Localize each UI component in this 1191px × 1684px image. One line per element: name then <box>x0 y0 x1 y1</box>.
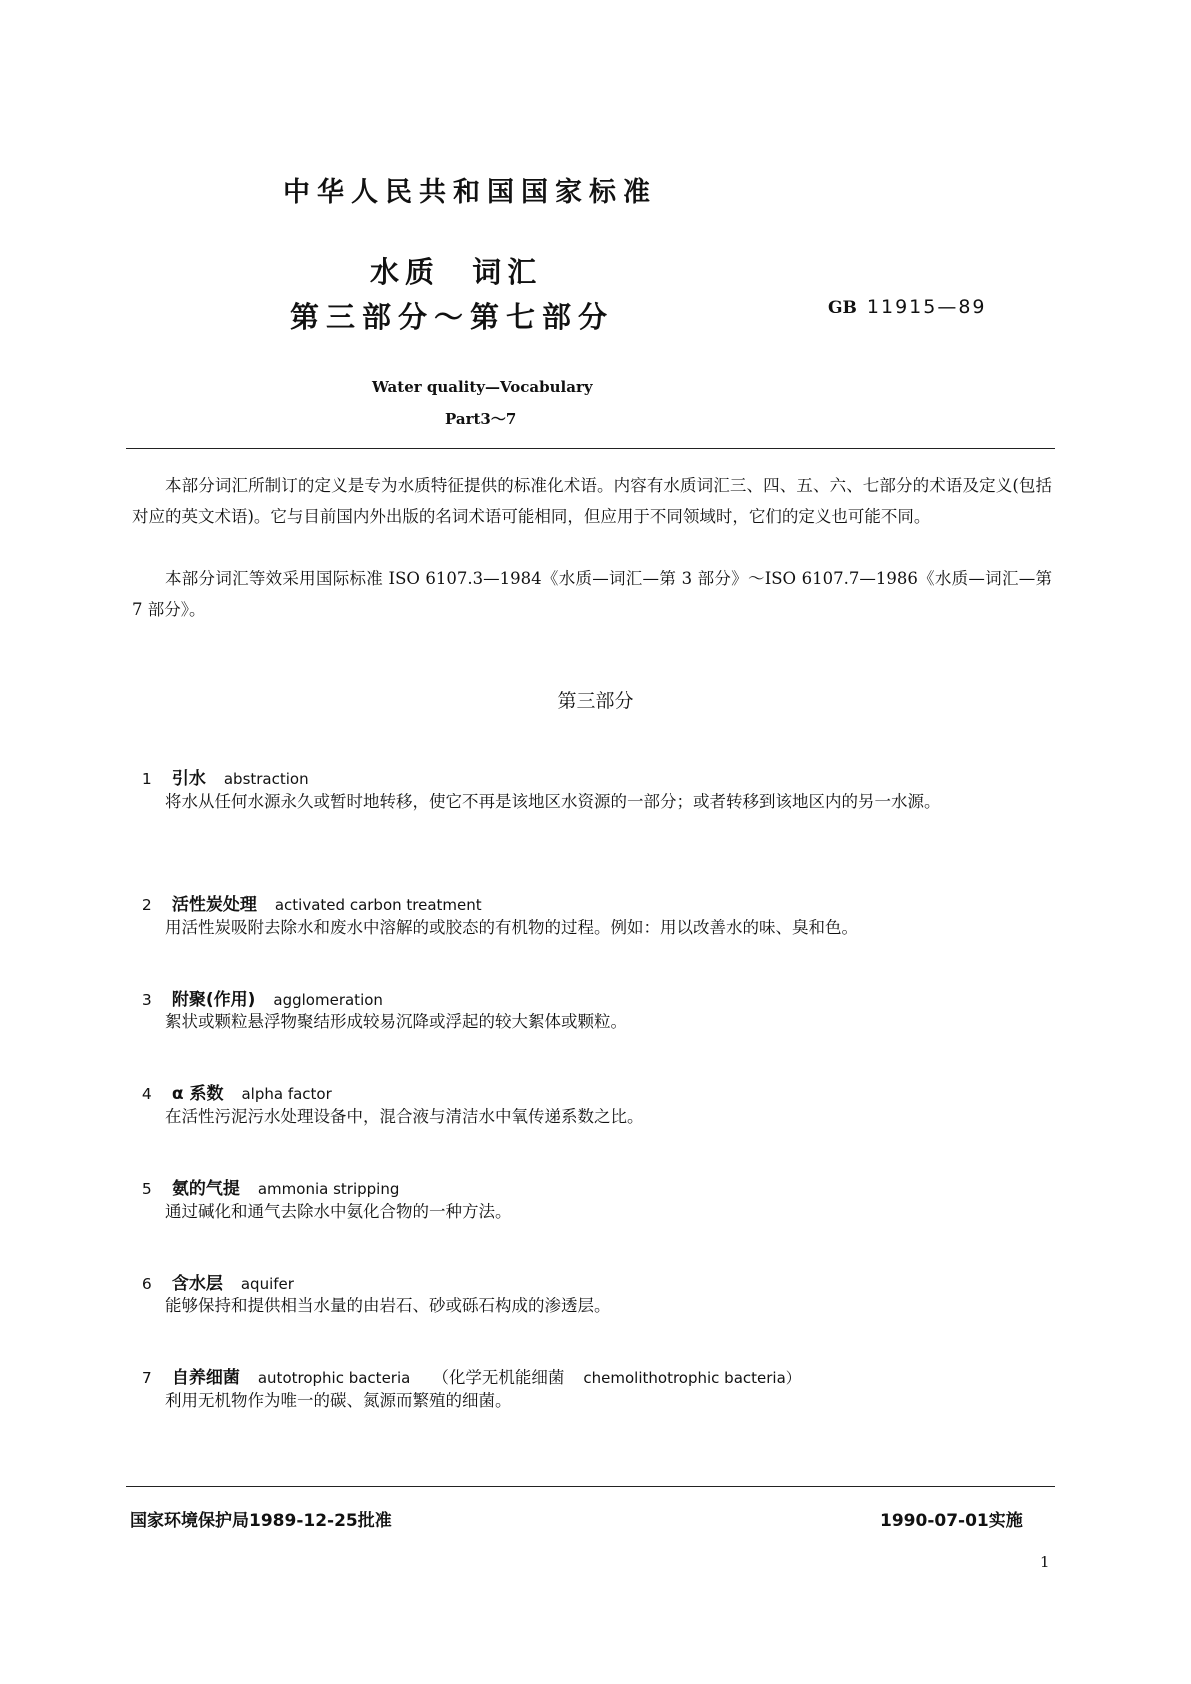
term-english: activated carbon treatment <box>274 896 482 914</box>
term-number: 4 <box>141 1085 152 1103</box>
term-definition: 通过碱化和通气去除水中氨化合物的一种方法。 <box>165 1202 512 1221</box>
term-definition: 将水从任何水源永久或暂时地转移，使它不再是该地区水资源的一部分；或者转移到该地区内的另一水源。 <box>165 792 941 811</box>
term-heading <box>132 1061 332 1104</box>
term-number: 1 <box>141 770 152 788</box>
term-chinese: 引水 <box>171 769 206 789</box>
english-title-line1: Water quality—Vocabulary <box>372 378 593 396</box>
standard-code <box>828 296 987 318</box>
term-chinese: 自养细菌 <box>171 1368 240 1388</box>
page-number: 1 <box>1040 1553 1050 1571</box>
term-chinese: 活性炭处理 <box>171 895 257 915</box>
term-number: 2 <box>141 896 152 914</box>
standard-number: 11915—89 <box>866 296 987 318</box>
term-number: 7 <box>141 1369 152 1387</box>
term-number: 5 <box>141 1180 152 1198</box>
intro-paragraph-2: 本部分词汇等效采用国际标准 ISO 6107.3—1984《水质—词汇—第 3 部分》～ISO 6107.7—1986《水质—词汇—第 7 部分》。 <box>132 569 1052 619</box>
term-english: autotrophic bacteria <box>257 1369 411 1387</box>
effective-date: 1990-07-01实施 <box>880 1511 1023 1531</box>
intro-paragraph-1: 本部分词汇所制订的定义是专为水质特征提供的标准化术语。内容有水质词汇三、四、五、六、七部分的术语及定义(包括对应的英文术语)。它与目前国内外出版的名词术语可能相同，但应用于不同领域时，它们的定义也可能不同。 <box>132 476 1052 526</box>
term-heading <box>132 1251 294 1294</box>
term-chinese: 氨的气提 <box>171 1179 240 1199</box>
header-divider <box>126 448 1055 449</box>
term-heading <box>132 967 383 1010</box>
term-english: ammonia stripping <box>257 1180 400 1198</box>
footer-divider <box>126 1486 1055 1487</box>
main-title-line1: 水质 词汇 <box>370 255 543 289</box>
org-title: 中华人民共和国国家标准 <box>283 177 657 208</box>
term-definition: 絮状或颗粒悬浮物聚结形成较易沉降或浮起的较大絮体或颗粒。 <box>165 1012 627 1031</box>
term-number: 3 <box>141 991 152 1009</box>
english-title-line2: Part3～7 <box>445 410 517 428</box>
term-english: aquifer <box>240 1275 294 1293</box>
term-english: alpha factor <box>241 1085 332 1103</box>
term-definition: 能够保持和提供相当水量的由岩石、砂或砾石构成的渗透层。 <box>165 1296 611 1315</box>
approval-text: 国家环境保护局1989-12-25批准 <box>130 1511 392 1531</box>
term-heading <box>132 1345 801 1388</box>
term-synonym-english: chemolithotrophic bacteria） <box>583 1369 801 1387</box>
term-definition: 利用无机物作为唯一的碳、氮源而繁殖的细菌。 <box>165 1391 512 1410</box>
term-heading <box>132 746 309 789</box>
term-chinese: 附聚(作用) <box>171 990 256 1010</box>
term-english: agglomeration <box>273 991 383 1009</box>
term-chinese: 含水层 <box>171 1274 223 1294</box>
standard-prefix: GB <box>828 298 857 318</box>
section-heading: 第三部分 <box>557 690 634 712</box>
main-title-line2: 第三部分～第七部分 <box>290 300 615 334</box>
term-definition: 在活性污泥污水处理设备中，混合液与清洁水中氧传递系数之比。 <box>165 1107 644 1126</box>
term-english: abstraction <box>223 770 309 788</box>
term-heading <box>132 872 482 915</box>
term-number: 6 <box>141 1275 152 1293</box>
term-synonym-chinese: （化学无机能细菌 <box>432 1368 565 1387</box>
term-chinese: α 系数 <box>171 1084 224 1104</box>
term-definition: 用活性炭吸附去除水和废水中溶解的或胶态的有机物的过程。例如：用以改善水的味、臭和色。 <box>165 918 858 937</box>
term-heading <box>132 1156 399 1199</box>
